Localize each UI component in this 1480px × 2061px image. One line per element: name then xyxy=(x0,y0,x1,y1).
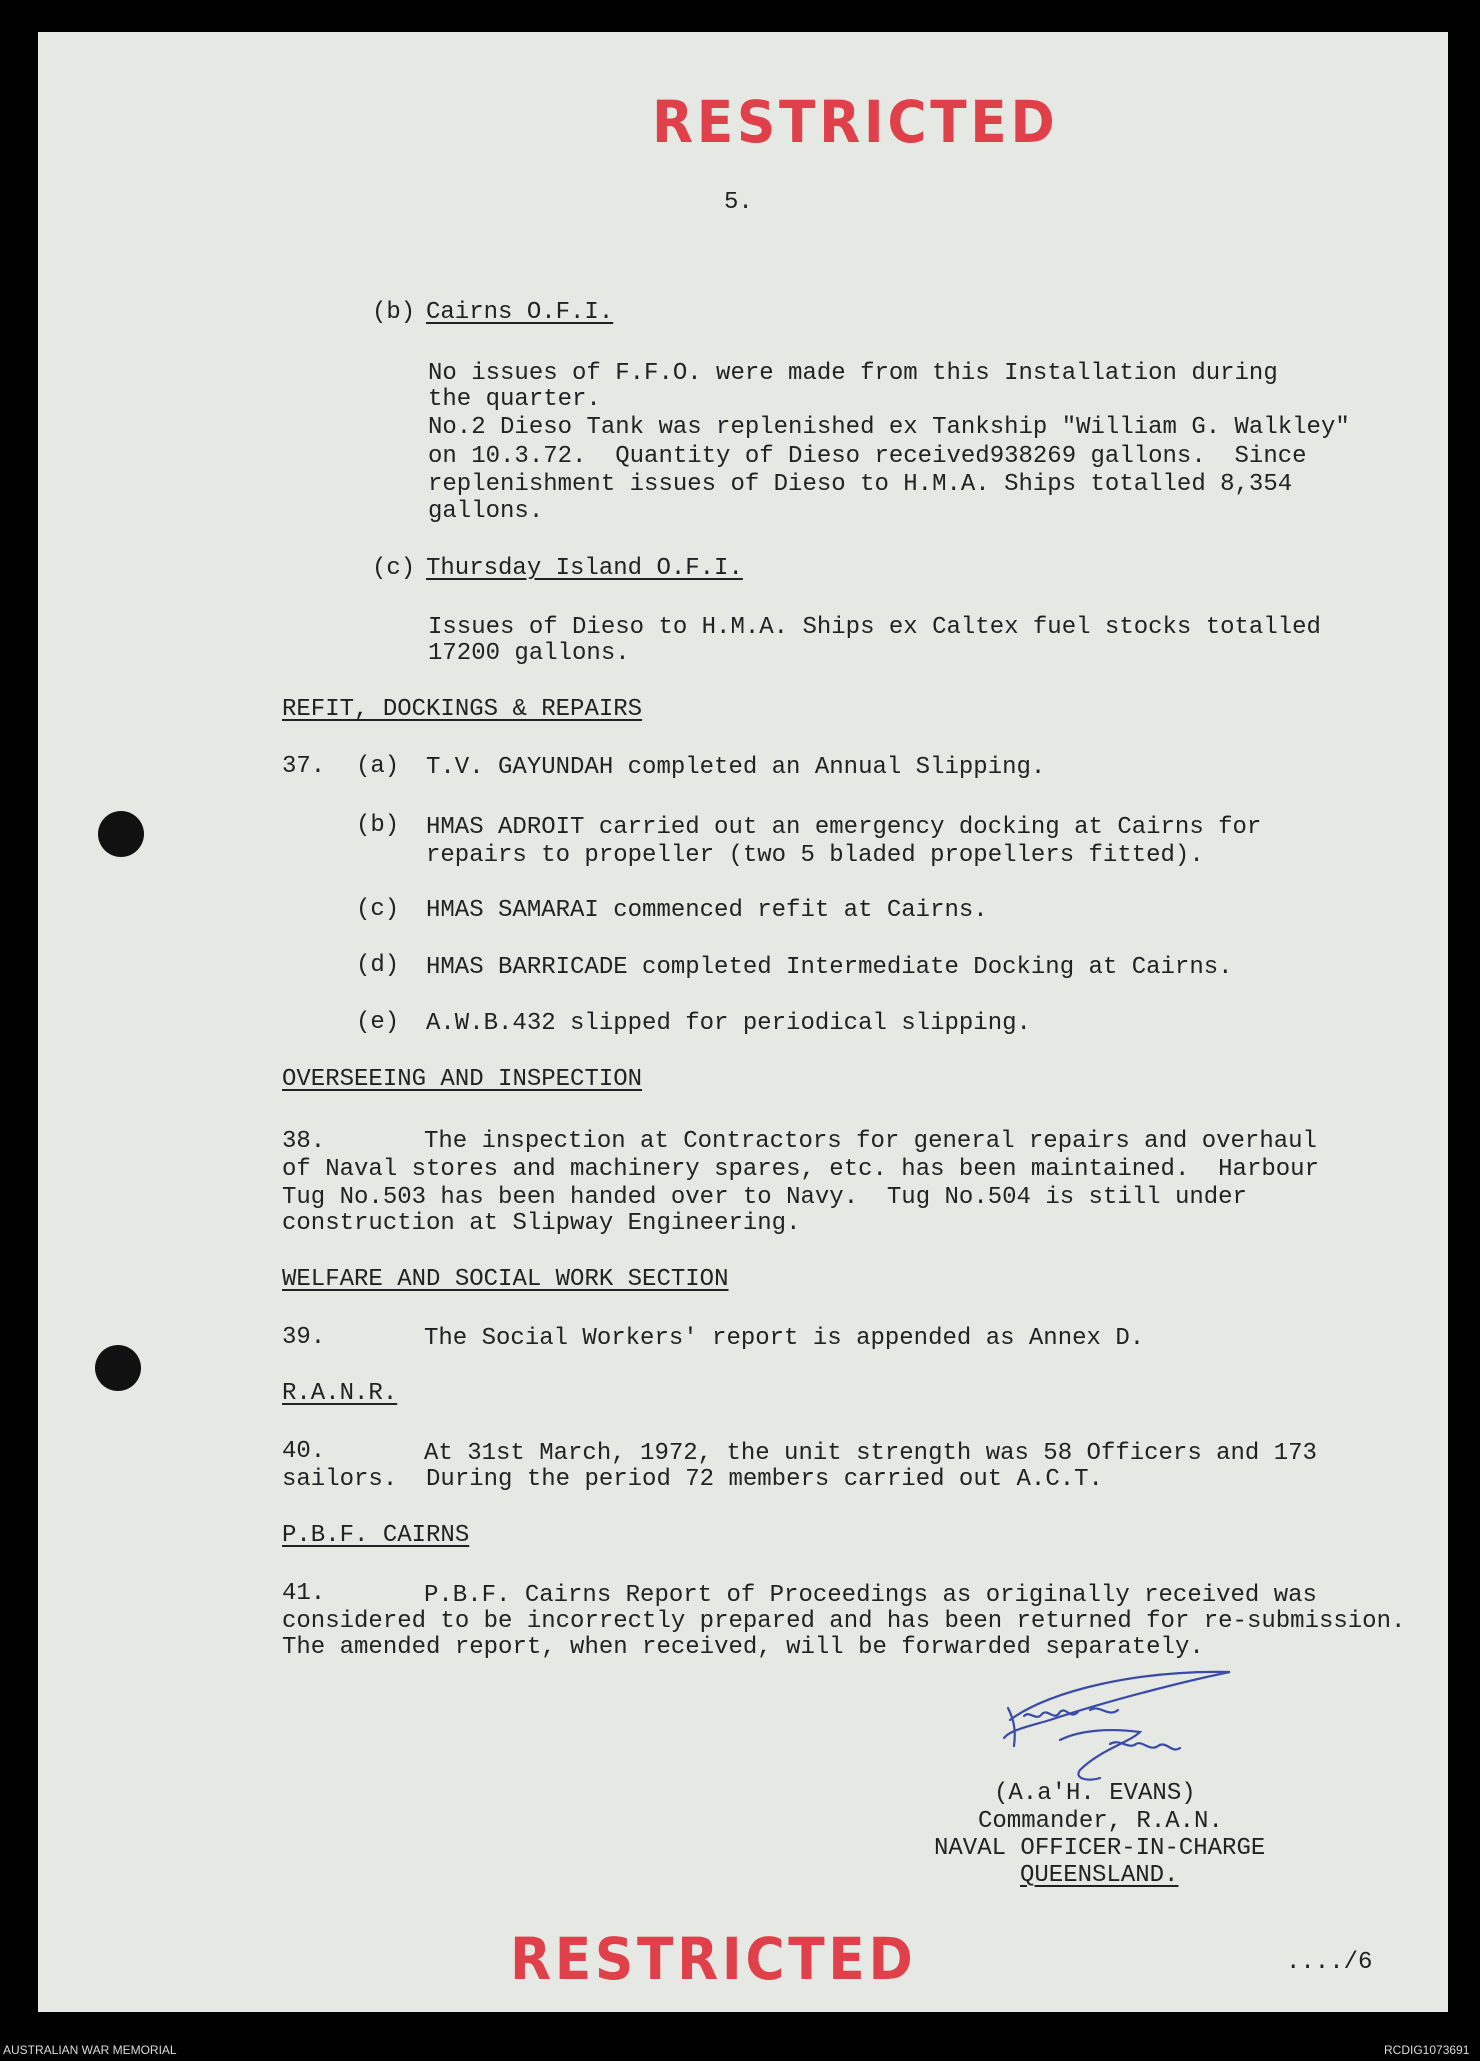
page-number: 5. xyxy=(724,189,753,216)
section-c-label: (c) xyxy=(372,555,416,582)
restricted-stamp-top: RESTRICTED xyxy=(652,88,1059,156)
refit-item-label: (d) xyxy=(356,952,400,979)
refit-number: 37. xyxy=(282,753,326,780)
section-b-line: gallons. xyxy=(428,498,544,525)
section-b-line: on 10.3.72. Quantity of Dieso received938269 gallons. Since xyxy=(428,443,1307,470)
overseeing-line: The inspection at Contractors for general repairs and overhaul xyxy=(424,1128,1317,1155)
binder-hole-bottom xyxy=(95,1345,141,1391)
signatory-name: (A.a'H. EVANS) xyxy=(994,1780,1196,1807)
section-c-title: Thursday Island O.F.I. xyxy=(426,555,743,582)
refit-item-label: (e) xyxy=(356,1009,400,1036)
overseeing-number: 38. xyxy=(282,1128,326,1155)
section-b-line: No.2 Dieso Tank was replenished ex Tankship "William G. Walkley" xyxy=(428,414,1350,441)
refit-item-label: (b) xyxy=(356,812,400,839)
ranr-line: At 31st March, 1972, the unit strength was 58 Officers and 173 xyxy=(424,1440,1317,1467)
binder-hole-top xyxy=(98,811,144,857)
overseeing-heading: OVERSEEING AND INSPECTION xyxy=(282,1066,643,1093)
section-b-line: the quarter. xyxy=(428,386,601,413)
ranr-number: 40. xyxy=(282,1438,326,1465)
section-b-line: No issues of F.F.O. were made from this Installation during xyxy=(428,360,1278,387)
refit-item-text: T.V. GAYUNDAH completed an Annual Slipping. xyxy=(426,754,1046,781)
refit-item-text: HMAS BARRICADE completed Intermediate Docking at Cairns. xyxy=(426,954,1233,981)
section-b-line: replenishment issues of Dieso to H.M.A. Ships totalled 8,354 xyxy=(428,471,1293,498)
pbf-line: The amended report, when received, will be forwarded separately. xyxy=(282,1634,1204,1661)
overseeing-line: Tug No.503 has been handed over to Navy. Tug No.504 is still under xyxy=(282,1184,1247,1211)
overseeing-line: construction at Slipway Engineering. xyxy=(282,1210,801,1237)
welfare-number: 39. xyxy=(282,1324,326,1351)
pbf-number: 41. xyxy=(282,1580,326,1607)
refit-item-text: A.W.B.432 slipped for periodical slipping. xyxy=(426,1010,1031,1037)
overseeing-line: of Naval stores and machinery spares, etc. has been maintained. Harbour xyxy=(282,1156,1319,1183)
pbf-line: considered to be incorrectly prepared and has been returned for re-submission. xyxy=(282,1608,1406,1635)
continuation-marker: ..../6 xyxy=(1286,1949,1373,1976)
section-b-label: (b) xyxy=(372,299,416,326)
section-c-line: 17200 gallons. xyxy=(428,640,630,667)
refit-item-text: HMAS SAMARAI commenced refit at Cairns. xyxy=(426,897,988,924)
pbf-line: P.B.F. Cairns Report of Proceedings as originally received was xyxy=(424,1582,1317,1609)
archive-footer-left: AUSTRALIAN WAR MEMORIAL xyxy=(3,2043,177,2057)
pbf-heading: P.B.F. CAIRNS xyxy=(282,1522,470,1549)
ranr-line: sailors. During the period 72 members carried out A.C.T. xyxy=(282,1466,1103,1493)
archive-footer-right: RCDIG1073691 xyxy=(1384,2043,1470,2057)
welfare-heading: WELFARE AND SOCIAL WORK SECTION xyxy=(282,1266,729,1293)
refit-item-text: repairs to propeller (two 5 bladed propellers fitted). xyxy=(426,842,1204,869)
section-b-title: Cairns O.F.I. xyxy=(426,299,614,326)
refit-heading: REFIT, DOCKINGS & REPAIRS xyxy=(282,696,643,723)
refit-item-label: (a) xyxy=(356,753,400,780)
signatory-place: QUEENSLAND. xyxy=(1020,1862,1179,1889)
refit-item-text: HMAS ADROIT carried out an emergency docking at Cairns for xyxy=(426,814,1262,841)
refit-item-label: (c) xyxy=(356,896,400,923)
restricted-stamp-bottom: RESTRICTED xyxy=(510,1925,917,1993)
ranr-heading: R.A.N.R. xyxy=(282,1380,398,1407)
welfare-line: The Social Workers' report is appended as Annex D. xyxy=(424,1325,1145,1352)
signatory-rank: Commander, R.A.N. xyxy=(978,1808,1223,1835)
section-c-line: Issues of Dieso to H.M.A. Ships ex Caltex fuel stocks totalled xyxy=(428,614,1321,641)
signatory-title: NAVAL OFFICER-IN-CHARGE xyxy=(934,1835,1266,1862)
